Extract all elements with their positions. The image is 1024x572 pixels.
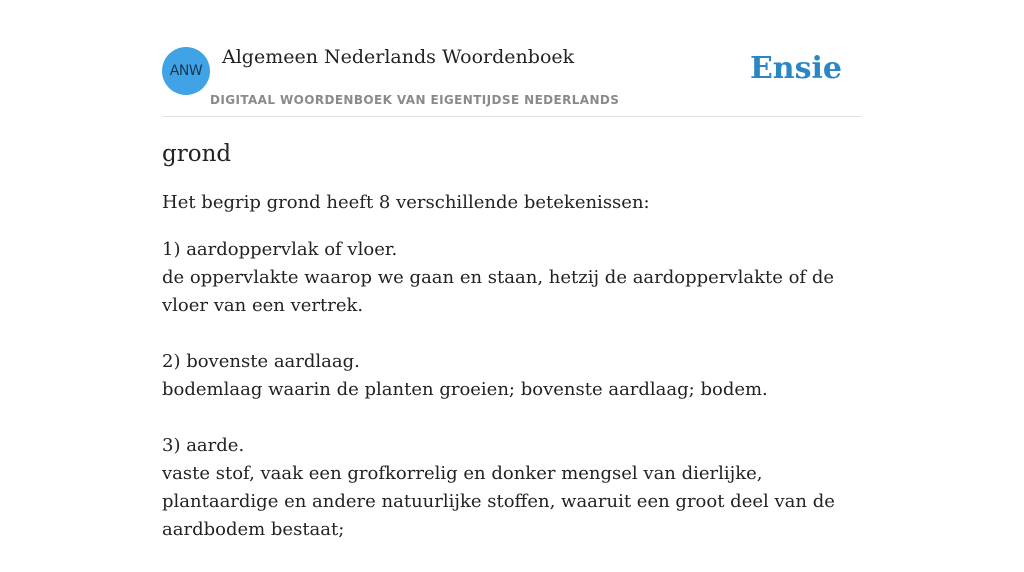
ensie-brand-link[interactable]: Ensie — [749, 51, 842, 86]
site-header — [162, 40, 862, 117]
meanings-list — [162, 236, 872, 544]
site-subtitle: DIGITAAL WOORDENBOEK VAN EIGENTIJDSE NEDERLANDS — [210, 93, 620, 107]
anw-logo[interactable] — [162, 47, 210, 95]
entry-content — [162, 138, 872, 572]
entry-intro: Het begrip grond heeft 8 verschillende betekenissen: — [162, 192, 650, 213]
meaning-definition: bodemlaag waarin de planten groeien; bovenste aardlaag; bodem. — [162, 379, 768, 400]
meaning-definition: vaste stof, vaak een grofkorrelig en donker mengsel van dierlijke, plantaardige en andere natuurlijke stoffen, waaruit een groot deel van de aardbodem bestaat; — [162, 463, 835, 540]
meaning-item — [162, 348, 872, 404]
anw-logo-text: ANW — [169, 63, 203, 79]
meaning-item — [162, 236, 872, 320]
meaning-title: 3) aarde. — [162, 435, 245, 456]
meaning-title: 1) aardoppervlak of vloer. — [162, 239, 398, 260]
site-title-link[interactable]: Algemeen Nederlands Woordenboek — [222, 46, 575, 68]
meaning-title: 2) bovenste aardlaag. — [162, 351, 360, 372]
entry-word-heading: grond — [162, 141, 232, 167]
meaning-item — [162, 432, 872, 544]
meaning-definition: de oppervlakte waarop we gaan en staan, hetzij de aardoppervlakte of de vloer van een vertrek. — [162, 267, 834, 316]
